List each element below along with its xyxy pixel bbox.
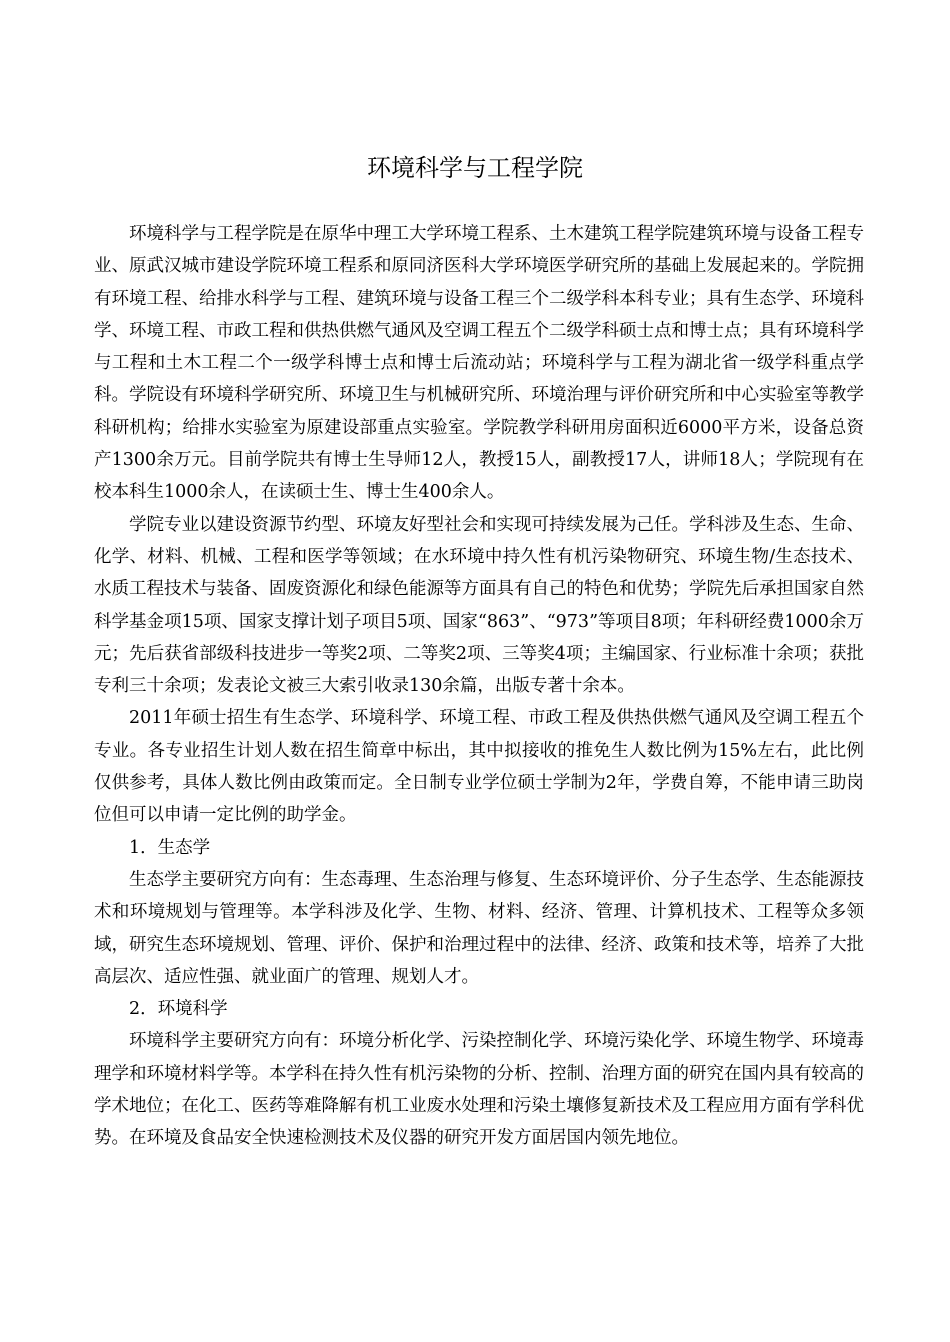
paragraph-ecology: 生态学主要研究方向有：生态毒理、生态治理与修复、生态环境评价、分子生态学、生态能源技术和环境规划与管理等。本学科涉及化学、生物、材料、经济、管理、计算机技术、工程等众多领域，研究生态环境规划、管理、评价、保护和治理过程中的法律、经济、政策和技术等，培养了大批高层次、适应性强、就业面广的管理、规划人才。	[94, 869, 864, 987]
paragraph-environmental-science: 环境科学主要研究方向有：环境分析化学、污染控制化学、环境污染化学、环境生物学、环境毒理学和环境材料学等。本学科在持久性有机污染物的分析、控制、治理方面的研究在国内具有较高的学术地位；在化工、医药等难降解有机工业废水处理和污染土壤修复新技术及工程应用方面有学科优势。在环境及食品安全快速检测技术及仪器的研究开发方面居国内领先地位。	[94, 1031, 864, 1149]
document-body	[94, 218, 864, 1155]
page-title: 环境科学与工程学院	[367, 154, 583, 182]
section-heading-ecology: 1．生态学	[129, 837, 211, 858]
paragraph-admissions: 2011年硕士招生有生态学、环境科学、环境工程、市政工程及供热供燃气通风及空调工程五个专业。各专业招生计划人数在招生简章中标出，其中拟接收的推免生人数比例为15%左右，此比例仅供参考，具体人数比例由政策而定。全日制专业学位硕士学制为2年，学费自筹，不能申请三助岗位但可以申请一定比例的助学金。	[94, 708, 864, 826]
paragraph-research: 学院专业以建设资源节约型、环境友好型社会和实现可持续发展为己任。学科涉及生态、生命、化学、材料、机械、工程和医学等领域；在水环境中持久性有机污染物研究、环境生物/生态技术、水质工程技术与装备、固废资源化和绿色能源等方面具有自己的特色和优势；学院先后承担国家自然科学基金项15项、国家支撑计划子项目5项、国家“863”、“973”等项目8项；年科研经费1000余万元；先后获省部级科技进步一等奖2项、二等奖2项、三等奖4项；主编国家、行业标准十余项；获批专利三十余项；发表论文被三大索引收录130余篇，出版专著十余本。	[94, 514, 864, 697]
paragraph-intro: 环境科学与工程学院是在原华中理工大学环境工程系、土木建筑工程学院建筑环境与设备工程专业、原武汉城市建设学院环境工程系和原同济医科大学环境医学研究所的基础上发展起来的。学院拥有环境工程、给排水科学与工程、建筑环境与设备工程三个二级学科本科专业；具有生态学、环境科学、环境工程、市政工程和供热供燃气通风及空调工程五个二级学科硕士点和博士点；具有环境科学与工程和土木工程二个一级学科博士点和博士后流动站；环境科学与工程为湖北省一级学科重点学科。学院设有环境科学研究所、环境卫生与机械研究所、环境治理与评价研究所和中心实验室等教学科研机构；给排水实验室为原建设部重点实验室。学院教学科研用房面积近6000平方米，设备总资产1300余万元。目前学院共有博士生导师12人，教授15人，副教授17人，讲师18人；学院现有在校本科生1000余人，在读硕士生、博士生400余人。	[94, 224, 864, 503]
section-heading-environmental-science: 2．环境科学	[129, 999, 228, 1020]
